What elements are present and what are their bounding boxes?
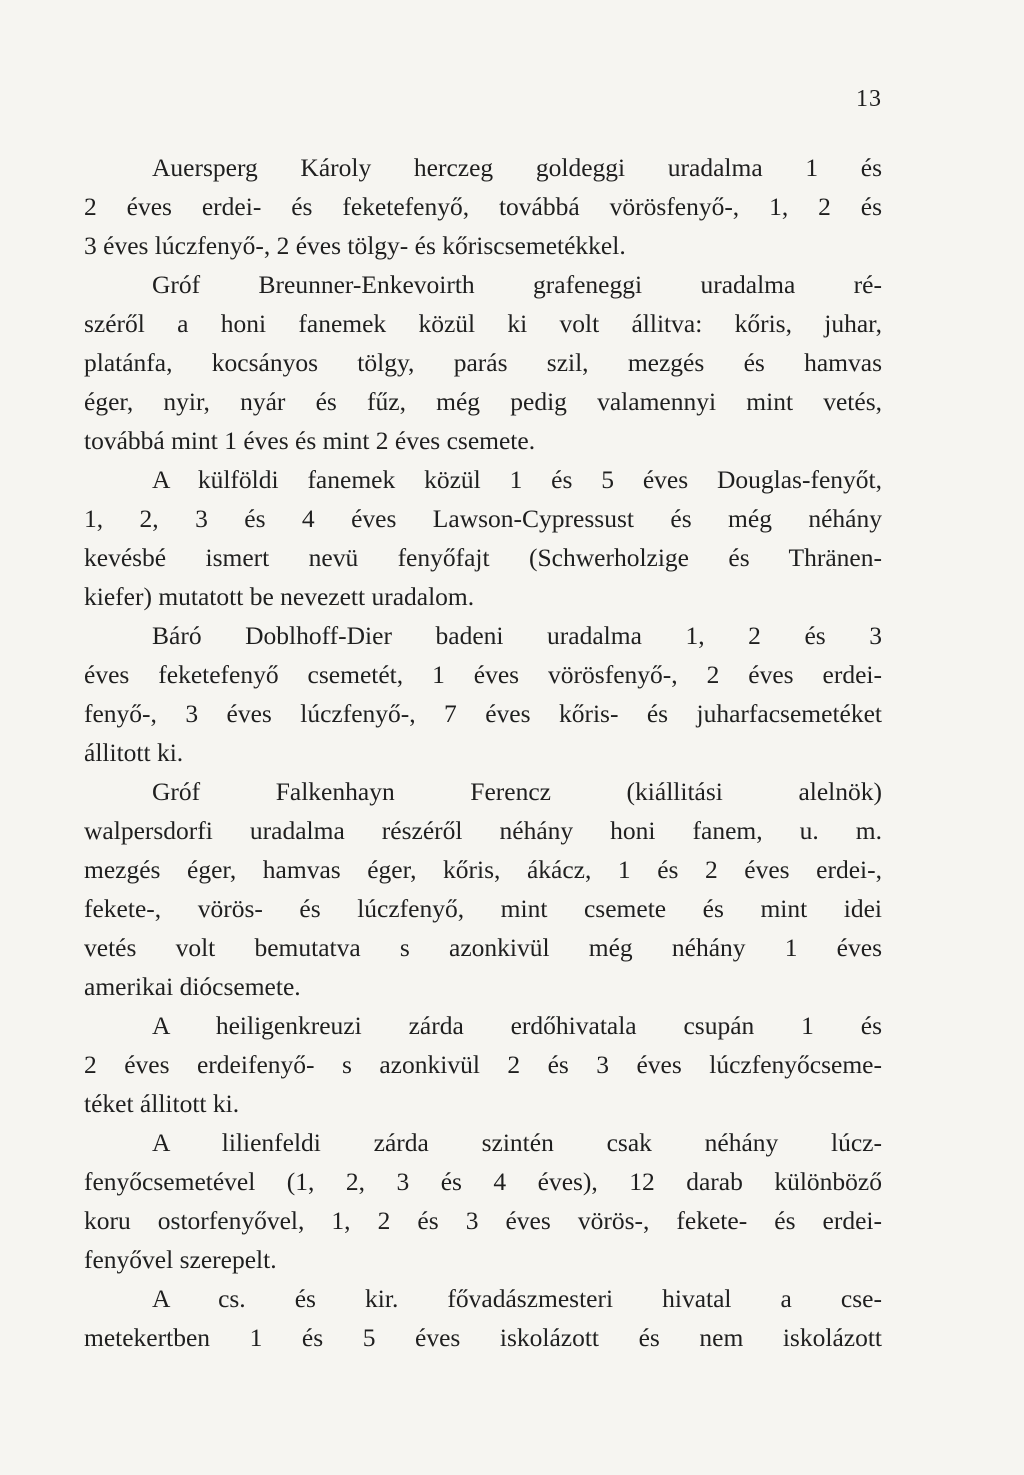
text-line: éves feketefenyő csemetét, 1 éves vörösfenyő-, 2 éves erdei- — [84, 660, 882, 689]
text-line: platánfa, kocsányos tölgy, parás szil, mezgés és hamvas — [84, 348, 882, 377]
text-line: mezgés éger, hamvas éger, kőris, ákácz, 1 és 2 éves erdei-, — [84, 855, 882, 884]
text-line: fenyővel szerepelt. — [84, 1245, 277, 1274]
text-line: 3 éves lúczfenyő-, 2 éves tölgy- és kőriscsemetékkel. — [84, 231, 626, 260]
text-line: 2 éves erdei- és feketefenyő, továbbá vörösfenyő-, 1, 2 és — [84, 192, 882, 221]
text-line: éger, nyir, nyár és fűz, még pedig valamennyi mint vetés, — [84, 387, 882, 416]
text-line: fenyő-, 3 éves lúczfenyő-, 7 éves kőris- és juharfacsemetéket — [84, 699, 882, 728]
text-line: A heiligenkreuzi zárda erdőhivatala csupán 1 és — [152, 1011, 882, 1040]
text-line: Gróf Falkenhayn Ferencz (kiállitási alelnök) — [152, 777, 882, 806]
text-line: fekete-, vörös- és lúczfenyő, mint csemete és mint idei — [84, 894, 882, 923]
text-line: vetés volt bemutatva s azonkivül még néhány 1 éves — [84, 933, 882, 962]
text-line: A külföldi fanemek közül 1 és 5 éves Douglas-fenyőt, — [152, 465, 882, 494]
text-line: koru ostorfenyővel, 1, 2 és 3 éves vörös-, fekete- és erdei- — [84, 1206, 882, 1235]
text-line: 1, 2, 3 és 4 éves Lawson-Cypressust és még néhány — [84, 504, 882, 533]
text-line: állitott ki. — [84, 738, 184, 767]
text-line: Báró Doblhoff-Dier badeni uradalma 1, 2 és 3 — [152, 621, 882, 650]
text-line: 2 éves erdeifenyő- s azonkivül 2 és 3 éves lúczfenyőcseme- — [84, 1050, 882, 1079]
text-line: A lilienfeldi zárda szintén csak néhány lúcz- — [152, 1128, 882, 1157]
page-number: 13 — [856, 86, 882, 112]
body-text — [84, 148, 882, 1357]
text-line: Auersperg Károly herczeg goldeggi uradalma 1 és — [152, 153, 882, 182]
text-line: kevésbé ismert nevü fenyőfajt (Schwerholzige és Thränen- — [84, 543, 882, 572]
text-line: téket állitott ki. — [84, 1089, 240, 1118]
text-line: amerikai diócsemete. — [84, 972, 301, 1001]
text-line: fenyőcsemetével (1, 2, 3 és 4 éves), 12 darab különböző — [84, 1167, 882, 1196]
text-line: széről a honi fanemek közül ki volt állitva: kőris, juhar, — [84, 309, 882, 338]
text-line: metekertben 1 és 5 éves iskolázott és nem iskolázott — [84, 1323, 882, 1352]
text-line: Gróf Breunner-Enkevoirth grafeneggi uradalma ré- — [152, 270, 882, 299]
text-line: walpersdorfi uradalma részéről néhány honi fanem, u. m. — [84, 816, 882, 845]
text-line: kiefer) mutatott be nevezett uradalom. — [84, 582, 475, 611]
text-line: A cs. és kir. fővadászmesteri hivatal a cse- — [152, 1284, 882, 1313]
text-line: továbbá mint 1 éves és mint 2 éves csemete. — [84, 426, 536, 455]
